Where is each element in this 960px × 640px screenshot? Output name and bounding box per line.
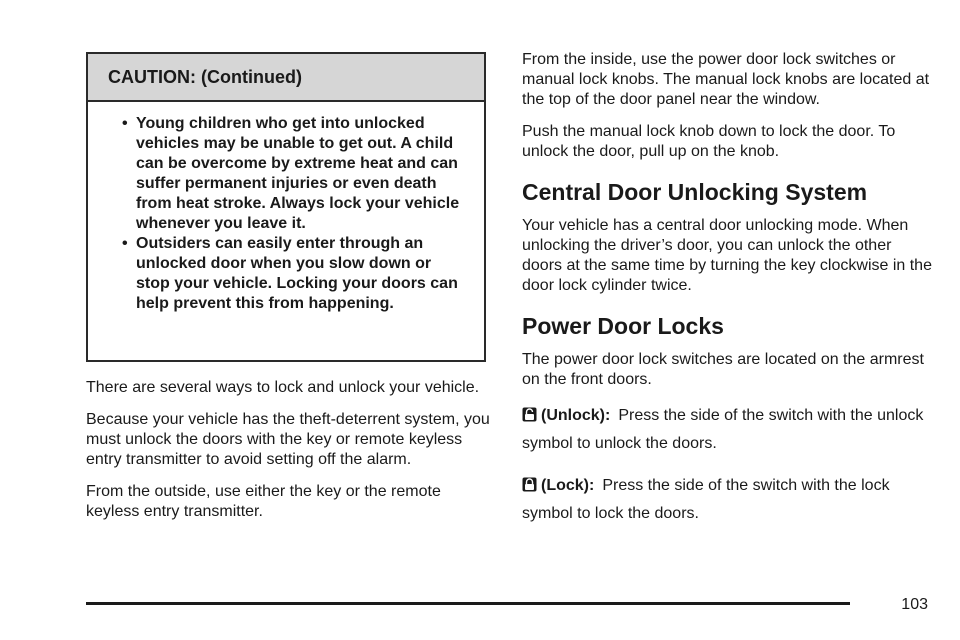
paragraph: Because your vehicle has the theft-deterrent system, you must unlock the doors with the key or remote keyless entry transmitter to avoid setting off the alarm.	[86, 411, 490, 468]
lock-text: Press the side of the switch with the lock symbol to lock the doors.	[522, 477, 890, 522]
caution-item: • Young children who get into unlocked vehicles may be unable to get out. A child can be overcome by extreme heat and can suffer permanent injuries or even death from heat stroke. Always lock your vehicle whenever you leave it.	[116, 114, 466, 234]
unlock-text: Press the side of the switch with the unlock symbol to unlock the doors.	[522, 407, 924, 452]
unlock-item	[522, 402, 934, 458]
caution-item: • Outsiders can easily enter through an unlocked door when you slow down or stop your vehicle. Locking your doors can help prevent this from happening.	[116, 234, 466, 314]
power-door-locks-text: The power door lock switches are located on the armrest on the front doors.	[522, 351, 924, 388]
lock-label: (Lock):	[541, 477, 595, 494]
central-unlocking-text: Your vehicle has a central door unlocking mode. When unlocking the driver’s door, you can unlock the other doors at the same time by turning the key clockwise in the door lock cylinder twice.	[522, 217, 932, 294]
unlocked-padlock-icon	[522, 407, 537, 422]
caution-list	[88, 102, 484, 314]
paragraph: There are several ways to lock and unlock your vehicle.	[86, 379, 480, 396]
power-door-locks-heading: Power Door Locks	[522, 313, 724, 339]
page-number: 103	[901, 596, 928, 613]
caution-box	[86, 52, 486, 362]
paragraph: From the outside, use either the key or the remote keyless entry transmitter.	[86, 483, 441, 520]
left-column	[86, 378, 490, 534]
footer-rule	[86, 602, 850, 605]
lock-item	[522, 472, 934, 528]
central-unlocking-heading: Central Door Unlocking System	[522, 179, 868, 205]
locked-padlock-icon	[522, 477, 537, 492]
paragraph: Push the manual lock knob down to lock the door. To unlock the door, pull up on the knob.	[522, 123, 896, 160]
caution-title: CAUTION: (Continued)	[88, 54, 484, 102]
unlock-label: (Unlock):	[541, 407, 611, 424]
paragraph: From the inside, use the power door lock switches or manual lock knobs. The manual lock knobs are located at the top of the door panel near the window.	[522, 51, 930, 108]
right-column	[522, 50, 934, 542]
